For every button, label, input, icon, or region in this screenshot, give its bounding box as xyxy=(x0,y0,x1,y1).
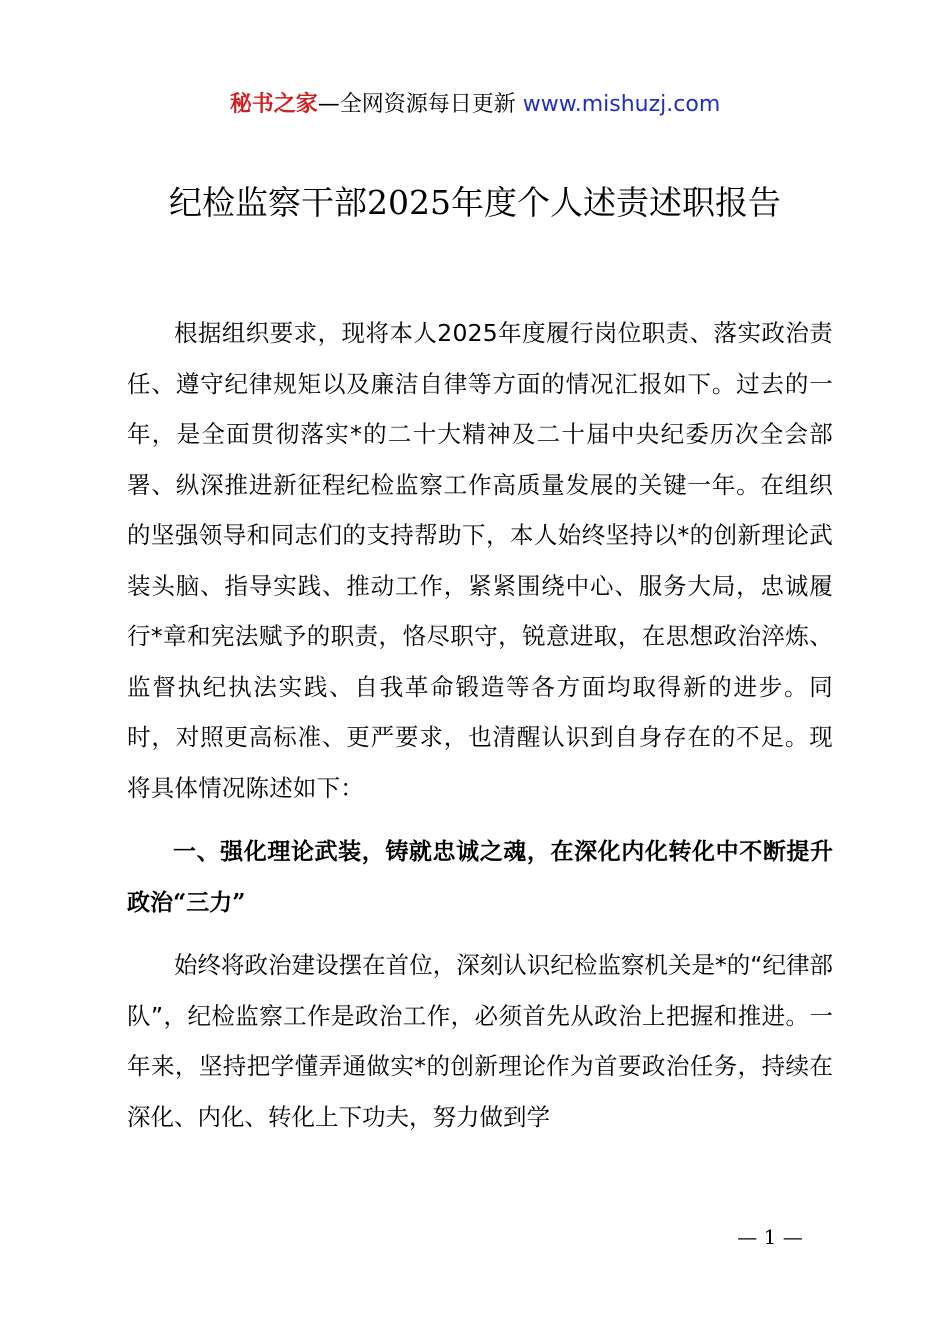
page-number: — 1 — xyxy=(737,1225,803,1249)
site-url-link[interactable]: www.mishuzj.com xyxy=(522,92,721,117)
document-body xyxy=(127,308,833,1142)
section-heading: 一、强化理论武装，铸就忠诚之魂，在深化内化转化中不断提升政治“三力” xyxy=(127,838,833,916)
site-header xyxy=(0,88,950,122)
slogan: —全网资源每日更新 xyxy=(317,92,516,117)
section-paragraph: 始终将政治建设摆在首位，深刻认识纪检监察机关是*的“纪律部队”，纪检监察工作是政治工作，必须首先从政治上把握和推进。一年来，坚持把学懂弄通做实*的创新理论作为首要政治任务，持续在深化、内化、转化上下功夫，努力做到学 xyxy=(127,951,833,1131)
document-title: 纪检监察干部2025年度个人述责述职报告 xyxy=(169,183,781,222)
brand-name: 秘书之家 xyxy=(229,92,318,117)
intro-paragraph: 根据组织要求，现将本人2025年度履行岗位职责、落实政治责任、遵守纪律规矩以及廉洁自律等方面的情况汇报如下。过去的一年，是全面贯彻落实*的二十大精神及二十届中央纪委历次全会部署、纵深推进新征程纪检监察工作高质量发展的关键一年。在组织的坚强领导和同志们的支持帮助下，本人始终坚持以*的创新理论武装头脑、指导实践、推动工作，紧紧围绕中心、服务大局，忠诚履行*章和宪法赋予的职责，恪尽职守，锐意进取，在思想政治淬炼、监督执纪执法实践、自我革命锻造等各方面均取得新的进步。同时，对照更高标准、更严要求，也清醒认识到自身存在的不足。现将具体情况陈述如下： xyxy=(127,319,833,802)
